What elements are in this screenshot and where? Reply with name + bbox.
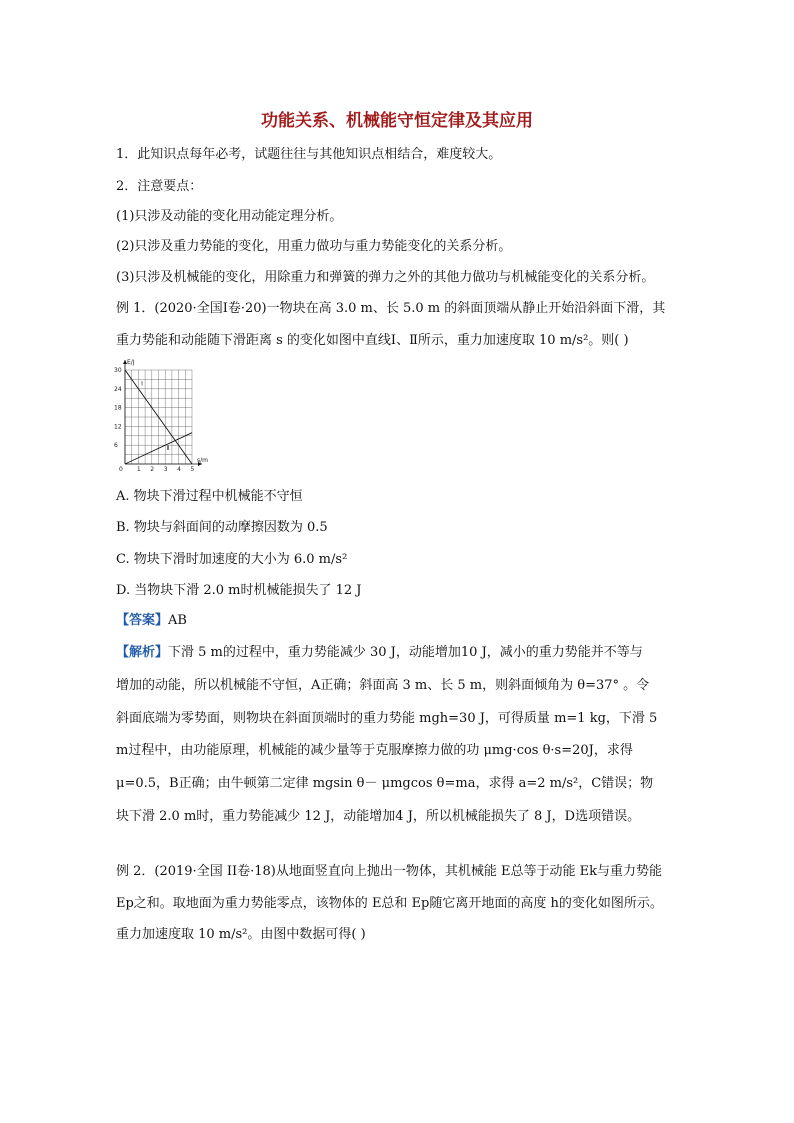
x-tick-label: 1 xyxy=(136,466,141,472)
option-a: A. 物块下滑过程中机械能不守恒 xyxy=(116,489,303,504)
y-tick-label: 24 xyxy=(114,385,122,393)
x-tick-label: 4 xyxy=(177,466,181,472)
x-tick-label: 3 xyxy=(163,466,168,472)
y-tick-label: 30 xyxy=(114,367,122,374)
answer-value: AB xyxy=(168,613,187,628)
example1-stem-line-1: 例 1．(2020·全国Ⅰ卷·20)一物块在高 3.0 m、长 5.0 m 的斜面顶端从静止开始沿斜面下滑，其 xyxy=(116,301,666,316)
y-tick-label: 6 xyxy=(114,442,118,450)
analysis-line-2: 增加的动能，所以机械能不守恒，A正确；斜面高 3 m、长 5 m，则斜面倾角为 θ=37° 。令 xyxy=(116,678,650,693)
line-label-II: Ⅱ xyxy=(166,444,170,452)
analysis-text: 下滑 5 m的过程中，重力势能减少 30 J，动能增加10 J，减小的重力势能并不等与 xyxy=(168,645,643,660)
graph-axes xyxy=(123,360,202,466)
example2-stem-line-1: 例 2．(2019·全国 II卷·18)从地面竖直向上抛出一物体，其机械能 E总等于动能 Ek与重力势能 xyxy=(116,864,662,879)
y-tick-label: 18 xyxy=(114,404,122,412)
energy-graph xyxy=(112,356,216,472)
example2-stem-line-3: 重力加速度取 10 m/s²。由图中数据可得( ) xyxy=(116,927,366,942)
intro-line-2: 2．注意要点： xyxy=(116,179,203,194)
intro-line-5: (3)只涉及机械能的变化，用除重力和弹簧的弹力之外的其他力做功与机械能变化的关系分析。 xyxy=(116,270,655,285)
analysis-line-1 xyxy=(116,643,643,663)
y-axis-label: E/J xyxy=(127,359,135,366)
analysis-line-6: 块下滑 2.0 m时，重力势能减少 12 J，动能增加4 J，所以机械能损失了 8 J，D选项错误。 xyxy=(116,809,641,824)
option-d: D. 当物块下滑 2.0 m时机械能损失了 12 J xyxy=(116,583,362,598)
example1-stem-line-2: 重力势能和动能随下滑距离 s 的变化如图中直线Ⅰ、Ⅱ所示，重力加速度取 10 m/s²。则( ) xyxy=(116,333,629,348)
analysis-line-3: 斜面底端为零势面，则物块在斜面顶端时的重力势能 mgh=30 J，可得质量 m=1 kg，下滑 5 xyxy=(116,711,658,726)
analysis-tag: 【解析】 xyxy=(116,645,169,660)
intro-line-1: 1．此知识点每年必考，试题往往与其他知识点相结合，难度较大。 xyxy=(116,147,502,162)
line-label-I: Ⅰ xyxy=(141,380,143,388)
y-tick-label: 12 xyxy=(114,423,122,431)
intro-line-3: (1)只涉及动能的变化用动能定理分析。 xyxy=(116,209,343,224)
intro-line-4: (2)只涉及重力势能的变化，用重力做功与重力势能变化的关系分析。 xyxy=(116,239,512,254)
option-b: B. 物块与斜面间的动摩擦因数为 0.5 xyxy=(116,520,328,535)
x-axis-label: s/m xyxy=(197,457,208,464)
answer-line xyxy=(116,611,187,631)
option-c: C. 物块下滑时加速度的大小为 6.0 m/s² xyxy=(116,552,348,567)
page-title: 功能关系、机械能守恒定律及其应用 xyxy=(261,111,533,131)
x-tick-label: 2 xyxy=(150,466,155,472)
answer-tag: 【答案】 xyxy=(116,613,169,628)
origin-label: 0 xyxy=(119,466,123,472)
x-tick-label: 5 xyxy=(190,466,195,472)
analysis-line-5: μ=0.5，B正确；由牛顿第二定律 mgsin θ－ μmgcos θ=ma，求得 a=2 m/s²，C错误；物 xyxy=(116,776,654,791)
example2-stem-line-2: Ep之和。取地面为重力势能零点，该物体的 E总和 Ep随它离开地面的高度 h的变化如图所示。 xyxy=(116,896,663,911)
analysis-line-4: m过程中，由功能原理，机械能的减少量等于克服摩擦力做的功 μmg·cos θ·s=20J，求得 xyxy=(116,743,633,758)
